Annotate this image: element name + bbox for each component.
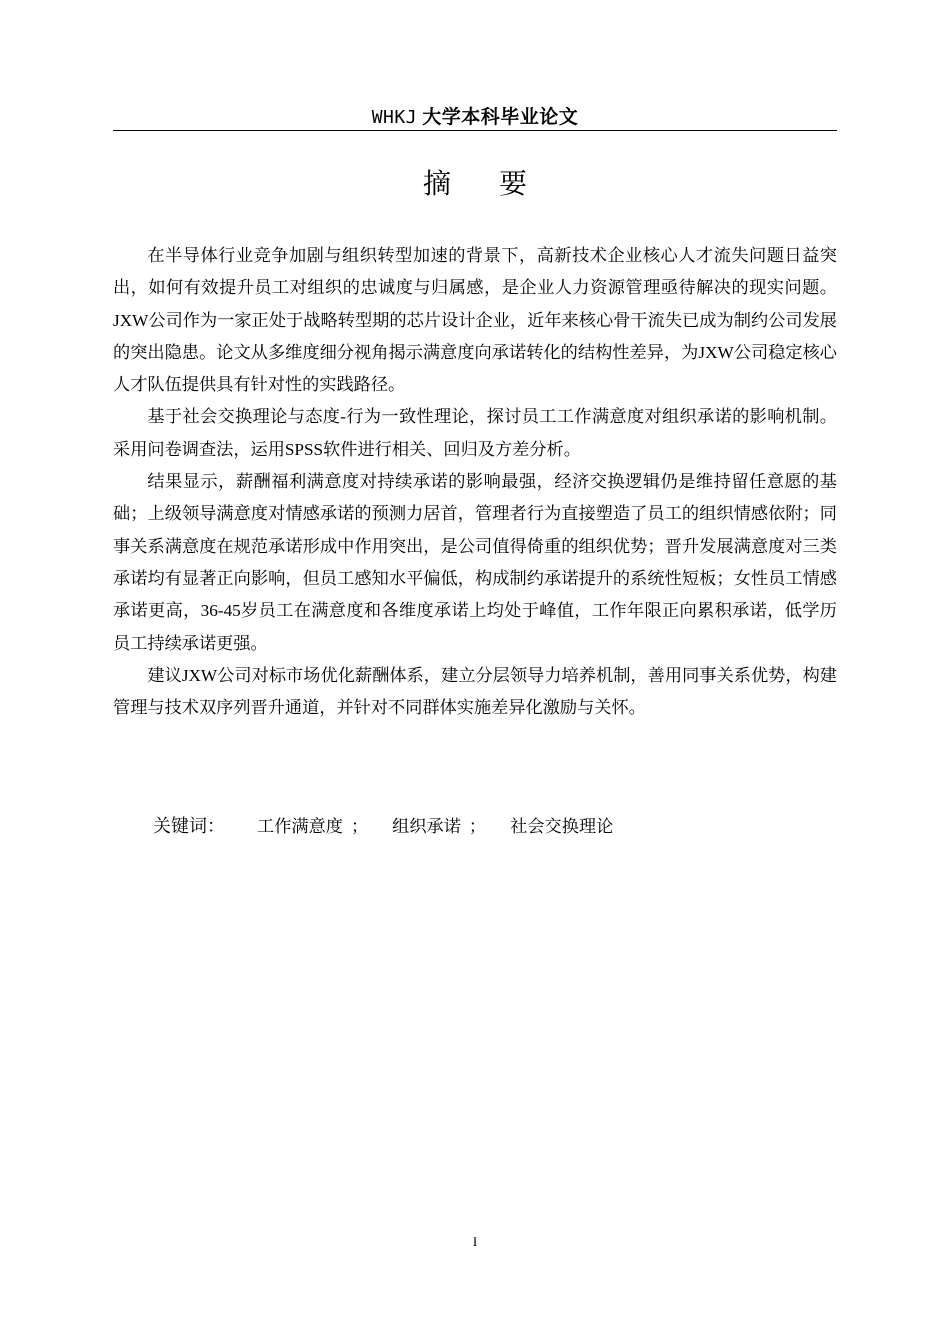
keyword-3: 社会交换理论 (510, 817, 614, 836)
keyword-separator: ； (350, 817, 369, 836)
running-header (113, 105, 837, 130)
keyword-2: 组织承诺 (392, 817, 461, 836)
header-rule (113, 130, 837, 131)
abstract-paragraph-4: 建议JXW公司对标市场优化薪酬体系，建立分层领导力培养机制，善用同事关系优势，构建管理与技术双序列晋升通道，并针对不同群体实施差异化激励与关怀。 (113, 665, 837, 718)
keywords-line (153, 812, 837, 842)
keywords-label: 关键词： (153, 816, 225, 837)
abstract-paragraph-3: 结果显示，薪酬福利满意度对持续承诺的影响最强，经济交换逻辑仍是维持留任意愿的基础；上级领导满意度对情感承诺的预测力居首，管理者行为直接塑造了员工的组织情感依附；同事关系满意度在规范承诺形成中作用突出，是公司值得倚重的组织优势；晋升发展满意度对三类承诺均有显著正向影响，但员工感知水平偏低，构成制约承诺提升的系统性短板；女性员工情感承诺更高，36-45岁员工在满意度和各维度承诺上均处于峰值，工作年限正向累积承诺，低学历员工持续承诺更强。 (113, 472, 837, 653)
header-code: WHKJ (371, 107, 418, 128)
header-title: 大学本科毕业论文 (422, 106, 579, 128)
keyword-separator: ； (468, 817, 487, 836)
abstract-paragraph-1: 在半导体行业竞争加剧与组织转型加速的背景下，高新技术企业核心人才流失问题日益突出，如何有效提升员工对组织的忠诚度与归属感，是企业人力资源管理亟待解决的现实问题。JXW公司作为一家正处于战略转型期的芯片设计企业，近年来核心骨干流失已成为制约公司发展的突出隐患。论文从多维度细分视角揭示满意度向承诺转化的结构性差异，为JXW公司稳定核心人才队伍提供具有针对性的实践路径。 (113, 246, 837, 395)
abstract-paragraph-2: 基于社会交换理论与态度-行为一致性理论，探讨员工工作满意度对组织承诺的影响机制。采用问卷调查法，运用SPSS软件进行相关、回归及方差分析。 (113, 407, 837, 459)
page-title: 摘要 (422, 167, 575, 200)
keyword-1: 工作满意度 (257, 817, 343, 836)
page-number: I (472, 1234, 478, 1249)
abstract-body (113, 240, 837, 724)
